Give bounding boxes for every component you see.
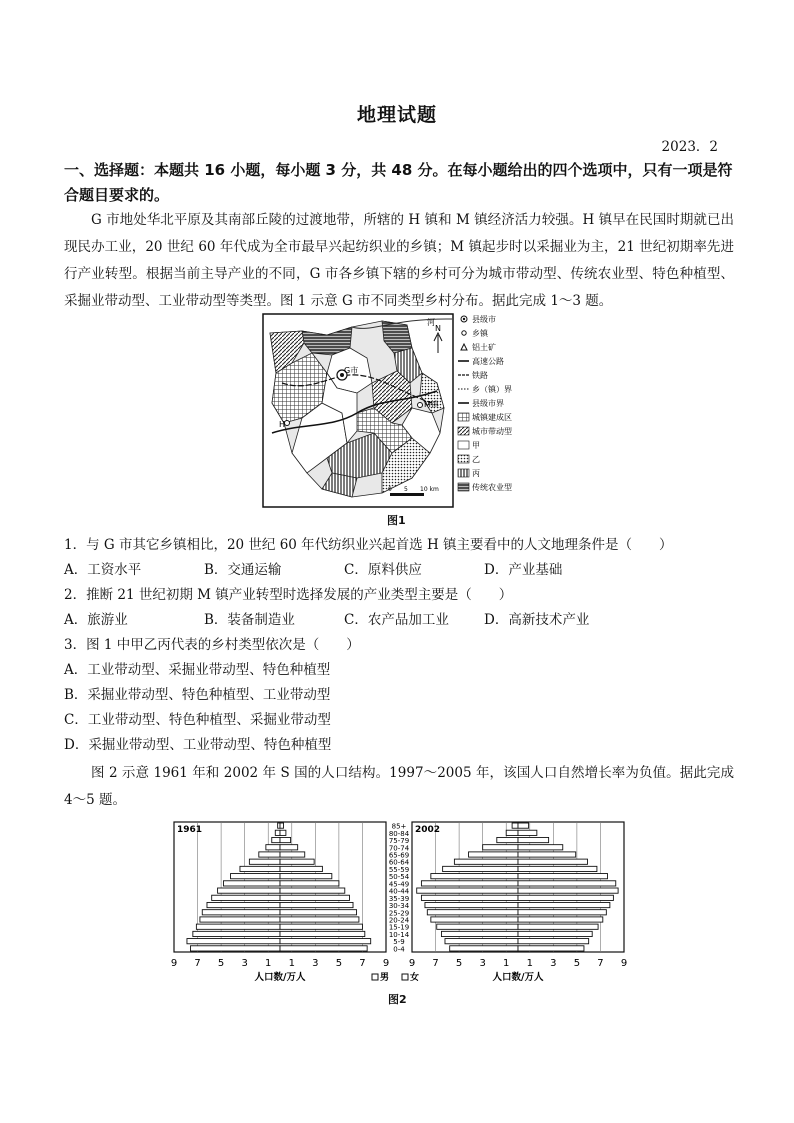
svg-text:0: 0	[388, 486, 392, 493]
male-bar	[497, 837, 518, 842]
male-bar	[212, 895, 280, 900]
x-tick-label: 1	[265, 958, 272, 969]
h-town-marker	[285, 421, 290, 426]
x-tick-label: 9	[382, 958, 390, 969]
female-bar	[518, 902, 610, 907]
question-1-stem: 1．与 G 市其它乡镇相比，20 世纪 60 年代纺织业兴起首选 H 镇主要看中的人文地理条件是（ ）	[64, 537, 673, 553]
svg-text:高速公路: 高速公路	[472, 357, 504, 366]
female-bar	[518, 931, 592, 936]
svg-text:城市带动型: 城市带动型	[472, 427, 512, 436]
x-tick-label: 3	[241, 958, 248, 969]
male-bar	[200, 917, 280, 922]
svg-text:5: 5	[404, 486, 408, 493]
q1-option-c[interactable]: C．原料供应	[344, 562, 422, 578]
female-bar	[280, 845, 298, 850]
x-tick-label: 1	[288, 958, 295, 969]
q3-option-c[interactable]: C．工业带动型、特色种植型、采掘业带动型	[64, 712, 331, 728]
male-bar	[483, 845, 518, 850]
figure-1-map	[262, 313, 534, 509]
age-label: 45-49	[388, 880, 410, 889]
svg-text:县级市: 县级市	[472, 315, 496, 324]
male-bar	[249, 859, 280, 864]
h-town-label: H	[279, 420, 286, 429]
female-bar	[280, 874, 332, 879]
section-heading: 一、选择题：本题共 16 小题，每小题 3 分，共 48 分。在每小题给出的四个选项中，只有一项是符合题目要求的。	[64, 161, 733, 204]
age-label: 15-19	[388, 923, 410, 932]
x-tick-label: 9	[408, 958, 416, 969]
x-axis-label: 人口数/万人	[492, 972, 544, 983]
female-bar	[280, 895, 349, 900]
m-town-label: M镇	[424, 400, 439, 409]
male-bar	[512, 823, 518, 828]
male-bar	[431, 917, 518, 922]
female-bar	[280, 852, 305, 857]
age-label: 25-29	[388, 909, 410, 918]
age-label: 85+	[391, 822, 407, 831]
q1-option-d[interactable]: D．产业基础	[484, 562, 563, 578]
male-bar	[223, 881, 280, 886]
q3-option-a[interactable]: A．工业带动型、采掘业带动型、特色种植型	[64, 662, 331, 678]
female-bar	[518, 888, 618, 893]
male-bar	[193, 931, 280, 936]
female-bar	[280, 830, 286, 835]
female-bar	[518, 895, 613, 900]
male-bar	[272, 837, 280, 842]
river-label: 河	[427, 318, 435, 327]
male-bar	[450, 946, 518, 951]
x-tick-label: 5	[573, 958, 581, 969]
female-bar	[518, 823, 529, 828]
passage-1: G 市地处华北平原及其南部丘陵的过渡地带，所辖的 H 镇和 M 镇经济活力较强。H 镇早在民国时期就已出现民办工业，20 世纪 60 年代成为全市最早兴起纺织业的乡镇；M 镇起步时以采掘业为主，21 世纪初期率先进行产业转型。根据当前主导产业的不同，G 市各乡镇下辖的乡村可分为城市带动型、传统农业型、特色种植型、采掘业带动型、工业带动型等类型。图 1 示意 G 市不同类型乡村分布。据此完成 1～3 题。	[64, 212, 734, 309]
age-label: 0-4	[393, 945, 405, 954]
x-tick-label: 7	[597, 958, 604, 969]
figure-2-chart	[168, 818, 630, 986]
female-bar	[518, 939, 589, 944]
svg-text:县级市界: 县级市界	[472, 399, 504, 408]
figure-2-caption: 图2	[388, 993, 407, 1006]
female-bar	[280, 910, 357, 915]
map-legend	[458, 314, 512, 492]
male-bar	[196, 924, 280, 929]
q2-option-a[interactable]: A．旅游业	[64, 612, 128, 628]
female-bar	[280, 859, 314, 864]
q3-option-b[interactable]: B．采掘业带动型、特色种植型、工业带动型	[64, 687, 331, 703]
m-town-marker	[418, 403, 423, 408]
age-label: 5-9	[393, 938, 405, 947]
svg-text:铁路: 铁路	[472, 371, 488, 380]
x-tick-label: 1	[526, 958, 533, 969]
male-bar	[417, 888, 518, 893]
male-bar	[218, 888, 280, 893]
x-tick-label: 1	[503, 958, 510, 969]
female-bar	[280, 917, 359, 922]
male-bar	[266, 845, 280, 850]
male-bar	[445, 939, 518, 944]
male-bar	[431, 874, 518, 879]
female-bar	[280, 837, 291, 842]
female-bar	[518, 946, 584, 951]
x-tick-label: 3	[550, 958, 557, 969]
svg-text:甲: 甲	[472, 441, 480, 450]
female-bar	[518, 837, 549, 842]
legend-female: 女	[410, 973, 420, 983]
x-tick-label: 7	[359, 958, 366, 969]
female-bar	[280, 888, 345, 893]
svg-text:铝土矿: 铝土矿	[472, 343, 496, 352]
female-bar	[518, 924, 598, 929]
male-bar	[469, 852, 518, 857]
female-bar	[280, 823, 284, 828]
north-label: N	[435, 324, 441, 333]
male-bar	[454, 859, 518, 864]
male-bar	[506, 830, 518, 835]
female-bar	[518, 874, 608, 879]
svg-text:城镇建成区: 城镇建成区	[472, 413, 512, 422]
question-3-stem: 3．图 1 中甲乙丙代表的乡村类型依次是（ ）	[64, 637, 360, 653]
x-tick-label: 7	[194, 958, 201, 969]
male-bar	[443, 866, 518, 871]
female-bar	[280, 902, 353, 907]
q2-option-c[interactable]: C．农产品加工业	[344, 612, 449, 628]
age-label: 70-74	[388, 844, 410, 853]
female-bar	[518, 859, 587, 864]
female-bar	[280, 931, 365, 936]
female-bar	[280, 946, 367, 951]
female-bar	[518, 852, 576, 857]
female-bar	[518, 910, 606, 915]
age-label: 65-69	[388, 851, 410, 860]
age-label: 30-34	[388, 902, 410, 911]
age-label: 10-14	[388, 930, 410, 939]
g-city-label: G市	[344, 366, 359, 375]
female-bar	[518, 866, 597, 871]
male-bar	[437, 924, 518, 929]
female-bar	[280, 939, 371, 944]
age-label: 40-44	[388, 887, 410, 896]
pyramid-year-label: 2002	[415, 825, 441, 835]
x-axis-label: 人口数/万人	[254, 972, 306, 983]
male-bar	[231, 874, 280, 879]
x-tick-label: 5	[455, 958, 463, 969]
male-bar	[240, 866, 280, 871]
female-bar	[280, 924, 362, 929]
x-tick-label: 7	[432, 958, 439, 969]
q2-option-d[interactable]: D．高新技术产业	[484, 612, 590, 628]
q1-option-b[interactable]: B．交通运输	[204, 562, 282, 578]
svg-text:10 km: 10 km	[420, 486, 439, 493]
q2-option-b[interactable]: B．装备制造业	[204, 612, 295, 628]
question-2-options	[64, 608, 644, 628]
legend-female-swatch	[402, 974, 408, 980]
female-bar	[518, 881, 616, 886]
x-tick-label: 5	[335, 958, 343, 969]
x-tick-label: 9	[170, 958, 178, 969]
pyramid-year-label: 1961	[177, 825, 203, 835]
svg-text:乙: 乙	[472, 455, 480, 464]
female-bar	[518, 845, 563, 850]
svg-text:乡（镇）界: 乡（镇）界	[472, 385, 512, 394]
male-bar	[425, 902, 518, 907]
male-bar	[421, 895, 518, 900]
x-tick-label: 9	[620, 958, 628, 969]
male-bar	[207, 902, 280, 907]
age-label: 80-84	[388, 829, 410, 838]
male-bar	[190, 946, 280, 951]
age-label: 55-59	[388, 865, 410, 874]
male-bar	[441, 931, 518, 936]
question-1-options	[64, 558, 624, 578]
svg-text:乡镇: 乡镇	[472, 329, 488, 338]
x-tick-label: 3	[479, 958, 486, 969]
passage-2: 图 2 示意 1961 年和 2002 年 S 国的人口结构。1997～2005 年，该国人口自然增长率为负值。据此完成 4～5 题。	[64, 765, 734, 808]
svg-text:丙: 丙	[472, 469, 480, 478]
age-label: 60-64	[388, 858, 410, 867]
male-bar	[275, 830, 280, 835]
female-bar	[518, 830, 537, 835]
age-label: 20-24	[388, 916, 410, 925]
female-bar	[280, 866, 322, 871]
q3-option-d[interactable]: D．采掘业带动型、工业带动型、特色种植型	[64, 737, 332, 753]
legend-male-swatch	[372, 974, 378, 980]
female-bar	[518, 917, 603, 922]
page-title: 地理试题	[356, 104, 437, 126]
svg-text:传统农业型: 传统农业型	[472, 483, 512, 492]
male-bar	[259, 852, 280, 857]
male-bar	[421, 881, 518, 886]
male-bar	[427, 910, 518, 915]
exam-date: 2023．2	[661, 139, 718, 155]
x-tick-label: 5	[217, 958, 225, 969]
q1-option-a[interactable]: A．工资水平	[64, 562, 142, 578]
age-label: 50-54	[388, 873, 410, 882]
age-label: 35-39	[388, 894, 410, 903]
x-tick-label: 3	[312, 958, 319, 969]
male-bar	[202, 910, 280, 915]
legend-male: 男	[380, 973, 390, 983]
figure-1-caption: 图1	[387, 514, 406, 527]
question-2-stem: 2．推断 21 世纪初期 M 镇产业转型时选择发展的产业类型主要是（ ）	[64, 587, 513, 603]
age-label: 75-79	[388, 837, 410, 846]
female-bar	[280, 881, 339, 886]
male-bar	[187, 939, 280, 944]
